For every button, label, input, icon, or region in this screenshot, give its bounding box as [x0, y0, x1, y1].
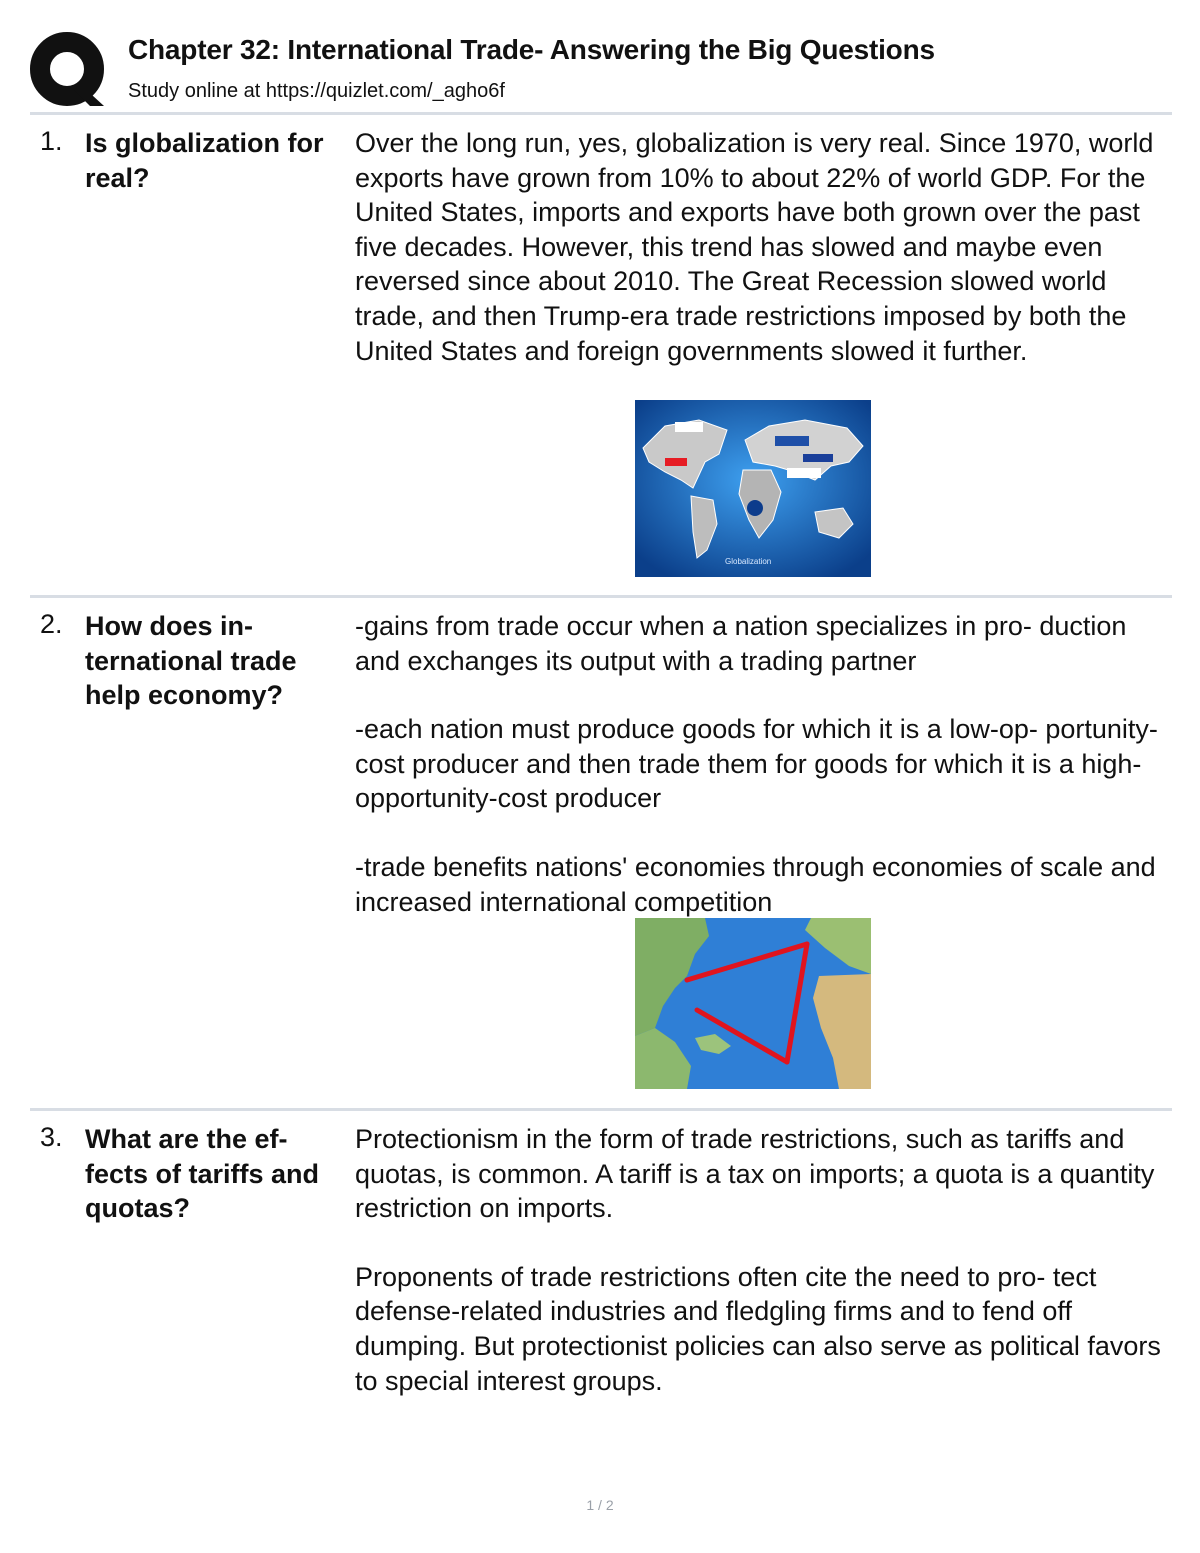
- triangular-trade-map-image: [635, 918, 871, 1089]
- header: [30, 28, 1172, 108]
- divider: [30, 112, 1172, 115]
- flashcard-3: [30, 1122, 1172, 1462]
- card-answer: [355, 609, 1165, 919]
- card-answer: [355, 126, 1165, 368]
- card-question: How does in- ternational trade help economy?: [85, 611, 297, 711]
- page-number: 1 / 2: [586, 1497, 614, 1513]
- quizlet-q-logo-icon: [30, 32, 108, 108]
- answer-paragraph: Over the long run, yes, globalization is very real. Since 1970, world exports have grown from 10% to about 22% of world GDP. For the United States, imports and exports have both grown over the past five decades. However, this trend has slowed and maybe even reversed since about 2010. The Great Recession slowed world trade, and then Trump-era trade restrictions imposed by both the United States and foreign governments slowed it further.: [355, 128, 1154, 366]
- study-link[interactable]: Study online at https://quizlet.com/_agho6f: [128, 80, 505, 102]
- card-question: Is globalization for real?: [85, 128, 324, 193]
- answer-paragraph: -trade benefits nations' economies through economies of scale and increased international competition: [355, 851, 1156, 917]
- card-number: 2.: [40, 609, 63, 639]
- card-number: 1.: [40, 126, 63, 156]
- answer-paragraph: -gains from trade occur when a nation specializes in pro- duction and exchanges its output with a trading partner: [355, 611, 1127, 676]
- card-question: What are the ef- fects of tariffs and quotas?: [85, 1124, 320, 1224]
- flashcard-2: [30, 609, 1172, 1091]
- flashcard-1: [30, 126, 1172, 581]
- answer-paragraph: -each nation must produce goods for which it is a low-op- portunity-cost producer and then trade them for goods for which it is a high-opportunity-cost producer: [355, 714, 1158, 814]
- divider: [30, 1108, 1172, 1111]
- page-title: Chapter 32: International Trade- Answering the Big Questions: [128, 34, 935, 65]
- globalization-world-map-image: [635, 400, 871, 577]
- image-caption: Globalization: [725, 557, 772, 566]
- card-answer: [355, 1122, 1165, 1398]
- answer-paragraph: Protectionism in the form of trade restrictions, such as tariffs and quotas, is common. A tariff is a tax on imports; a quota is a quantity restriction on imports.: [355, 1124, 1155, 1224]
- divider: [30, 595, 1172, 598]
- answer-paragraph: Proponents of trade restrictions often cite the need to pro- tect defense-related industries and fledgling firms and to fend off dumping. But protectionist policies can also serve as political favors to special interest groups.: [355, 1261, 1161, 1396]
- card-number: 3.: [40, 1122, 63, 1152]
